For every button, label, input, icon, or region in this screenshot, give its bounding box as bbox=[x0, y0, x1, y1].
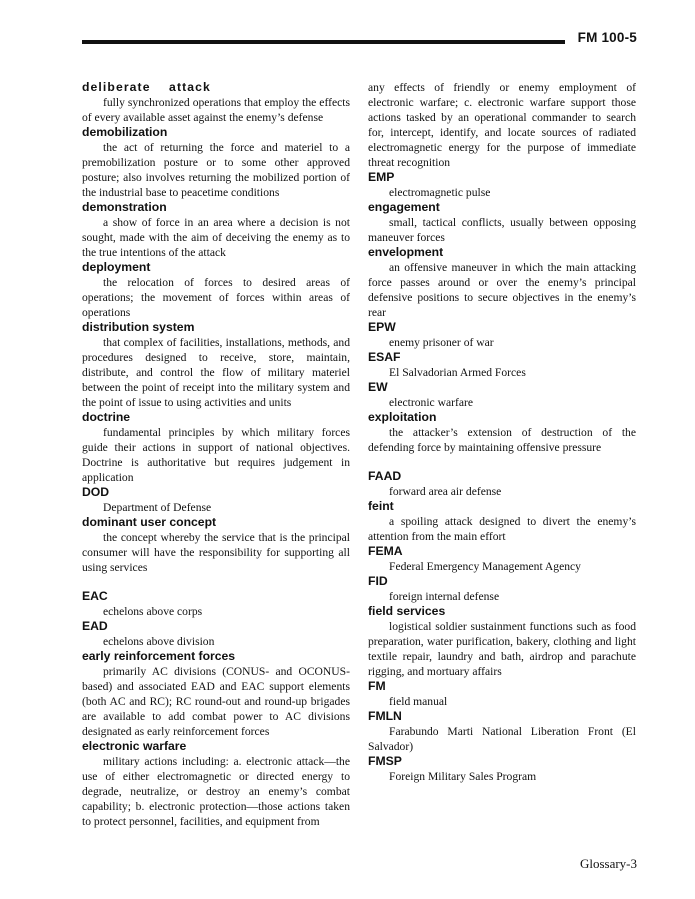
glossary-entry bbox=[368, 679, 636, 709]
glossary-definition: Farabundo Marti National Liberation Front (El Salvador) bbox=[368, 725, 636, 753]
glossary-definition: the relocation of forces to desired areas of operations; the movement of forces within areas of operations bbox=[82, 276, 350, 319]
section-gap bbox=[368, 455, 636, 469]
glossary-term: feint bbox=[368, 499, 394, 513]
glossary-entry bbox=[368, 320, 636, 350]
glossary-column-right bbox=[368, 80, 636, 784]
glossary-definition: a spoiling attack designed to divert the enemy’s attention from the main effort bbox=[368, 515, 636, 543]
glossary-term: distribution system bbox=[82, 320, 195, 334]
glossary-definition: small, tactical conflicts, usually between opposing maneuver forces bbox=[368, 216, 636, 244]
glossary-entry bbox=[368, 200, 636, 245]
glossary-entry bbox=[368, 170, 636, 200]
glossary-definition: logistical soldier sustainment functions such as food preparation, water purification, bakery, clothing and light textile repair, laundry and bath, airdrop and parachute rigging, and mortuary affairs bbox=[368, 620, 636, 678]
glossary-definition: Department of Defense bbox=[103, 501, 212, 514]
glossary-definition: fully synchronized operations that employ the effects of every available asset against the enemy’s defense bbox=[82, 96, 350, 124]
glossary-definition: a show of force in an area where a decision is not sought, made with the aim of deceiving the enemy as to the true intentions of the attack bbox=[82, 216, 350, 259]
glossary-definition: that complex of facilities, installations, methods, and procedures designed to receive, store, maintain, distribute, and control the flow of military materiel between the point of receipt into the military system and the point of issue to using activities and units bbox=[82, 336, 350, 409]
glossary-entry bbox=[82, 619, 350, 649]
glossary-term: field services bbox=[368, 604, 446, 618]
glossary-entry bbox=[368, 350, 636, 380]
glossary-entry bbox=[82, 649, 350, 739]
glossary-entry bbox=[82, 200, 350, 260]
glossary-entry bbox=[368, 410, 636, 455]
glossary-column-left bbox=[82, 80, 350, 829]
glossary-term: EAC bbox=[82, 589, 108, 603]
glossary-entry bbox=[368, 574, 636, 604]
glossary-term: FEMA bbox=[368, 544, 403, 558]
glossary-entry bbox=[368, 544, 636, 574]
glossary-term: early reinforcement forces bbox=[82, 649, 236, 663]
glossary-entry bbox=[368, 604, 636, 679]
manual-title: FM 100-5 bbox=[577, 30, 637, 45]
glossary-term: demonstration bbox=[82, 200, 167, 214]
glossary-definition: fundamental principles by which military forces guide their actions in support of national objectives. Doctrine is authoritative but requires judgement in application bbox=[82, 426, 350, 484]
glossary-entry bbox=[82, 485, 350, 515]
glossary-term: EMP bbox=[368, 170, 395, 184]
glossary-entry bbox=[368, 469, 636, 499]
glossary-term: demobilization bbox=[82, 125, 168, 139]
glossary-entry bbox=[82, 125, 350, 200]
glossary-term: EW bbox=[368, 380, 388, 394]
glossary-definition: electromagnetic pulse bbox=[389, 186, 491, 199]
glossary-definition: field manual bbox=[389, 695, 448, 708]
glossary-term: deliberate attack bbox=[82, 80, 211, 94]
glossary-term: FAAD bbox=[368, 469, 402, 483]
glossary-entry bbox=[82, 320, 350, 410]
glossary-term: FMLN bbox=[368, 709, 402, 723]
glossary-term: EPW bbox=[368, 320, 396, 334]
glossary-entry bbox=[368, 245, 636, 320]
glossary-definition: Federal Emergency Management Agency bbox=[389, 560, 581, 573]
glossary-definition: an offensive maneuver in which the main attacking force passes around or over the enemy’s principal defensive positions to secure objectives in the enemy’s rear bbox=[368, 261, 636, 319]
glossary-entry bbox=[82, 589, 350, 619]
glossary-definition: enemy prisoner of war bbox=[389, 336, 494, 349]
section-gap bbox=[82, 575, 350, 589]
glossary-entry bbox=[82, 410, 350, 485]
glossary-definition: primarily AC divisions (CONUS- and OCONUS-based) and associated EAD and EAC support elements (both AC and RC); RC round-out and round-up brigades are available to add combat power to AC divisions designated as early reinforcement forces bbox=[82, 665, 350, 738]
glossary-entry bbox=[82, 80, 350, 125]
glossary-definition: the attacker’s extension of destruction of the defending force by maintaining offensive pressure bbox=[368, 426, 636, 454]
glossary-definition: the concept whereby the service that is the principal consumer will have the responsibility for supporting all using services bbox=[82, 531, 350, 574]
glossary-entry bbox=[368, 754, 636, 784]
glossary-term: envelopment bbox=[368, 245, 444, 259]
glossary-definition: echelons above division bbox=[103, 635, 215, 648]
page-number: Glossary-3 bbox=[579, 856, 637, 871]
glossary-definition: military actions including: a. electronic attack—the use of either electromagnetic or directed energy to degrade, neutralize, or destroy an enemy’s combat capability; b. electronic protection—those actions taken to protect personnel, facilities, and equipment from bbox=[82, 755, 350, 828]
glossary-entry bbox=[368, 380, 636, 410]
glossary-entry bbox=[82, 260, 350, 320]
glossary-term: FMSP bbox=[368, 754, 402, 768]
glossary-term: DOD bbox=[82, 485, 110, 499]
glossary-entry-continued bbox=[368, 80, 636, 170]
header-rule bbox=[82, 40, 565, 44]
glossary-definition: El Salvadorian Armed Forces bbox=[389, 366, 526, 379]
glossary-term: FID bbox=[368, 574, 388, 588]
glossary-term: doctrine bbox=[82, 410, 131, 424]
glossary-definition: the act of returning the force and materiel to a premobilization posture or to some other approved posture; also involves returning the mobilized portion of the industrial base to peacetime conditions bbox=[82, 141, 350, 199]
glossary-entry bbox=[82, 739, 350, 829]
glossary-definition: echelons above corps bbox=[103, 605, 203, 618]
glossary-term: engagement bbox=[368, 200, 440, 214]
glossary-entry bbox=[368, 709, 636, 754]
glossary-term: deployment bbox=[82, 260, 151, 274]
glossary-entry bbox=[82, 515, 350, 575]
glossary-term: electronic warfare bbox=[82, 739, 187, 753]
glossary-term: FM bbox=[368, 679, 386, 693]
glossary-definition: Foreign Military Sales Program bbox=[389, 770, 537, 783]
glossary-definition: forward area air defense bbox=[389, 485, 502, 498]
glossary-definition: any effects of friendly or enemy employment of electronic warfare; c. electronic warfare support those actions tasked by an operational commander to search for, intercept, identify, and locate sources of radiated electromagnetic energy for the purpose of immediate threat recognition bbox=[368, 81, 636, 169]
glossary-term: exploitation bbox=[368, 410, 437, 424]
glossary-term: EAD bbox=[82, 619, 108, 633]
glossary-definition: foreign internal defense bbox=[389, 590, 500, 603]
glossary-definition: electronic warfare bbox=[389, 396, 473, 409]
glossary-term: dominant user concept bbox=[82, 515, 217, 529]
glossary-term: ESAF bbox=[368, 350, 401, 364]
glossary-entry bbox=[368, 499, 636, 544]
